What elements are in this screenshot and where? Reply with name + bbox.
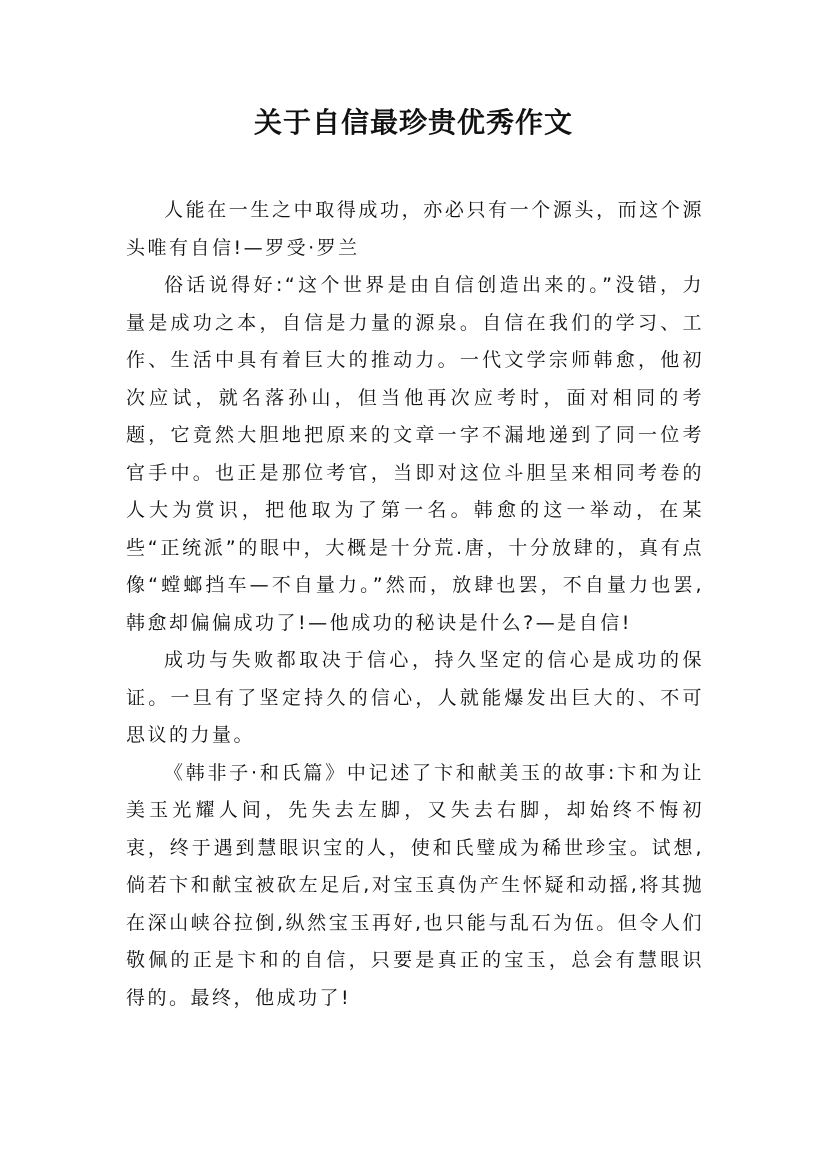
paragraph-bian-he: 《韩非子·和氏篇》中记述了卞和献美玉的故事:卞和为让美玉光耀人间，先失去左脚，又失去右脚，却始终不悔初衷，终于遇到慧眼识宝的人，使和氏璧成为稀世珍宝。试想,倘若卞和献宝被砍左足后,对宝玉真伪产生怀疑和动摇,将其抛在深山峡谷拉倒,纵然宝玉再好,也只能与乱石为伍。但令人们敬佩的正是卞和的自信，只要是真正的宝玉，总会有慧眼识得的。最终，他成功了!	[126, 761, 704, 1009]
paragraph-quote: 人能在一生之中取得成功，亦必只有一个源头，而这个源头唯有自信!—罗受·罗兰	[126, 199, 704, 259]
document-title: 关于自信最珍贵优秀作文	[253, 106, 573, 139]
paragraph-confidence: 成功与失败都取决于信心，持久坚定的信心是成功的保证。一旦有了坚定持久的信心，人就能爆发出巨大的、不可思议的力量。	[126, 649, 704, 746]
document-body	[126, 192, 704, 1017]
paragraph-han-yu: 俗话说得好:“这个世界是由自信创造出来的。”没错，力量是成功之本，自信是力量的源泉。自信在我们的学习、工作、生活中具有着巨大的推动力。一代文学宗师韩愈，他初次应试，就名落孙山，但当他再次应考时，面对相同的考题，它竟然大胆地把原来的文章一字不漏地递到了同一位考官手中。也正是那位考官，当即对这位斗胆呈来相同考卷的人大为赏识，把他取为了第一名。韩愈的这一举动，在某些“正统派”的眼中，大概是十分荒.唐，十分放肆的，真有点像“螳螂挡车—不自量力。”然而，放肆也罢，不自量力也罢,韩愈却偏偏成功了!—他成功的秘诀是什么?—是自信!	[126, 274, 704, 634]
